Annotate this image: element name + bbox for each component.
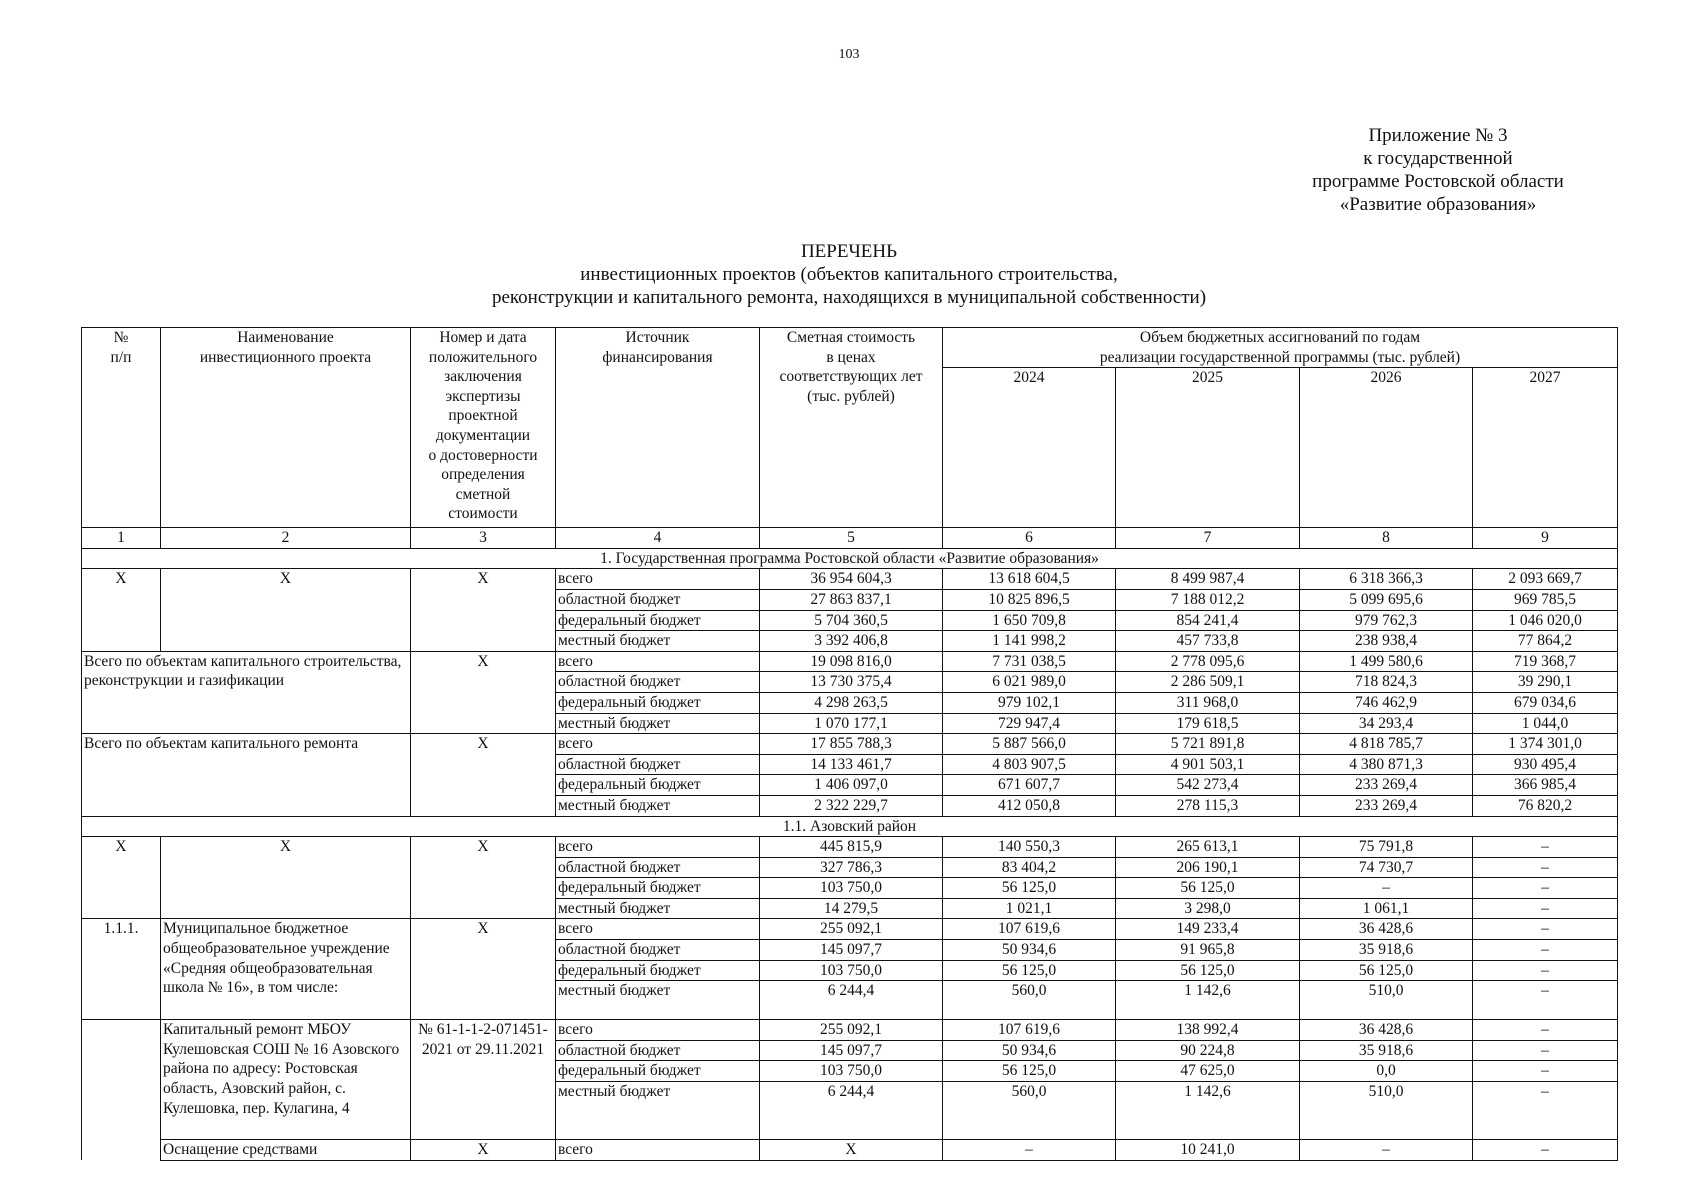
value-cell: 1 650 709,8 (943, 610, 1116, 631)
section-heading-azov: 1.1. Азовский район (82, 816, 1618, 837)
value-cell: – (1473, 981, 1618, 1020)
header-year-2026: 2026 (1300, 368, 1473, 528)
source-total: всего (556, 919, 760, 940)
project-name-repair-kuleshovka: Капитальный ремонт МБОУ Кулешовская СОШ № 16 Азовского района по адресу: Ростовская область, Азовский район, с. Кулешовка, пер. Кулагина, 4 (161, 1020, 411, 1140)
value-cell: 35 918,6 (1300, 1040, 1473, 1061)
value-cell: 83 404,2 (943, 857, 1116, 878)
value-cell: 1 406 097,0 (760, 775, 943, 796)
value-cell: 255 092,1 (760, 1020, 943, 1041)
value-cell: 35 918,6 (1300, 940, 1473, 961)
value-cell: 107 619,6 (943, 1020, 1116, 1041)
value-cell: 7 188 012,2 (1116, 589, 1300, 610)
empty-number-cell (82, 1020, 161, 1160)
document-title (0, 240, 1698, 309)
value-cell: – (1473, 1082, 1618, 1140)
x-mark: Х (411, 837, 556, 919)
value-cell: 13 730 375,4 (760, 672, 943, 693)
value-cell: 5 721 891,8 (1116, 734, 1300, 755)
value-cell: 3 298,0 (1116, 898, 1300, 919)
value-cell: 103 750,0 (760, 1061, 943, 1082)
source-total: всего (556, 569, 760, 590)
value-cell: 311 968,0 (1116, 692, 1300, 713)
column-index: 1 (82, 528, 161, 549)
value-cell: 327 786,3 (760, 857, 943, 878)
title-heading: ПЕРЕЧЕНЬ (800, 241, 898, 262)
value-cell: 5 887 566,0 (943, 734, 1116, 755)
investment-projects-table (81, 327, 1618, 1161)
value-cell: 4 298 263,5 (760, 692, 943, 713)
value-cell: 7 731 038,5 (943, 651, 1116, 672)
value-cell: 2 322 229,7 (760, 795, 943, 816)
value-cell: 1 142,6 (1116, 981, 1300, 1020)
title-subtitle-line: реконструкции и капитального ремонта, находящихся в муниципальной собственности) (491, 287, 1207, 308)
value-cell: 1 374 301,0 (1473, 734, 1618, 755)
value-cell: 560,0 (943, 981, 1116, 1020)
value-cell: 746 462,9 (1300, 692, 1473, 713)
value-cell: Х (760, 1140, 943, 1161)
page-number: 103 (838, 47, 860, 62)
header-year-2024: 2024 (943, 368, 1116, 528)
table-row (82, 569, 1618, 590)
appendix-line: «Развитие образования» (1339, 194, 1537, 215)
value-cell: 56 125,0 (1116, 878, 1300, 899)
value-cell: – (1473, 960, 1618, 981)
value-cell: 36 954 604,3 (760, 569, 943, 590)
value-cell: 238 938,4 (1300, 631, 1473, 652)
value-cell: 56 125,0 (943, 1061, 1116, 1082)
value-cell: 6 244,4 (760, 1082, 943, 1140)
source-federal: федеральный бюджет (556, 878, 760, 899)
header-expertise-conclusion: Номер и дата положительного заключения экспертизы проектной документации о достоверности определения сметной стоимости (411, 328, 556, 528)
value-cell: 854 241,4 (1116, 610, 1300, 631)
source-total: всего (556, 1020, 760, 1041)
source-local: местный бюджет (556, 981, 760, 1020)
value-cell: 10 825 896,5 (943, 589, 1116, 610)
value-cell: 1 499 580,6 (1300, 651, 1473, 672)
value-cell: – (1473, 919, 1618, 940)
value-cell: 179 618,5 (1116, 713, 1300, 734)
value-cell: – (1473, 898, 1618, 919)
value-cell: 10 241,0 (1116, 1140, 1300, 1161)
section-row (82, 548, 1618, 569)
value-cell: 34 293,4 (1300, 713, 1473, 734)
value-cell: 103 750,0 (760, 878, 943, 899)
value-cell: 50 934,6 (943, 1040, 1116, 1061)
appendix-line: программе Ростовской области (1312, 171, 1564, 192)
source-local: местный бюджет (556, 898, 760, 919)
value-cell: – (1473, 837, 1618, 858)
header-budget-volume: Объем бюджетных ассигнований по годам реализации государственной программы (тыс. рублей) (943, 328, 1618, 368)
value-cell: 278 115,3 (1116, 795, 1300, 816)
value-cell: 90 224,8 (1116, 1040, 1300, 1061)
value-cell: 17 855 788,3 (760, 734, 943, 755)
value-cell: – (1473, 878, 1618, 899)
header-project-name: Наименование инвестиционного проекта (161, 328, 411, 528)
value-cell: 560,0 (943, 1082, 1116, 1140)
value-cell: 718 824,3 (1300, 672, 1473, 693)
column-index: 3 (411, 528, 556, 549)
column-index: 5 (760, 528, 943, 549)
section-row (82, 816, 1618, 837)
source-local: местный бюджет (556, 795, 760, 816)
value-cell: 5 099 695,6 (1300, 589, 1473, 610)
source-federal: федеральный бюджет (556, 610, 760, 631)
value-cell: 0,0 (1300, 1061, 1473, 1082)
table-row (82, 651, 1618, 672)
value-cell: 140 550,3 (943, 837, 1116, 858)
source-local: местный бюджет (556, 713, 760, 734)
x-mark: Х (411, 919, 556, 1020)
value-cell: 1 142,6 (1116, 1082, 1300, 1140)
value-cell: 56 125,0 (1116, 960, 1300, 981)
value-cell: 1 044,0 (1473, 713, 1618, 734)
value-cell: 4 818 785,7 (1300, 734, 1473, 755)
value-cell: 4 380 871,3 (1300, 754, 1473, 775)
value-cell: 138 992,4 (1116, 1020, 1300, 1041)
value-cell: 76 820,2 (1473, 795, 1618, 816)
value-cell: 149 233,4 (1116, 919, 1300, 940)
table-row (82, 837, 1618, 858)
value-cell: 47 625,0 (1116, 1061, 1300, 1082)
value-cell: 542 273,4 (1116, 775, 1300, 796)
value-cell: – (1473, 1061, 1618, 1082)
source-regional: областной бюджет (556, 589, 760, 610)
value-cell: 36 428,6 (1300, 919, 1473, 940)
x-mark: Х (161, 569, 411, 651)
value-cell: 6 244,4 (760, 981, 943, 1020)
value-cell: 56 125,0 (943, 960, 1116, 981)
column-index: 8 (1300, 528, 1473, 549)
value-cell: 6 021 989,0 (943, 672, 1116, 693)
table-row (82, 1140, 1618, 1161)
source-local: местный бюджет (556, 631, 760, 652)
source-local: местный бюджет (556, 1082, 760, 1140)
value-cell: 2 778 095,6 (1116, 651, 1300, 672)
source-regional: областной бюджет (556, 754, 760, 775)
source-total: всего (556, 651, 760, 672)
value-cell: 145 097,7 (760, 1040, 943, 1061)
value-cell: 4 803 907,5 (943, 754, 1116, 775)
x-mark: Х (411, 569, 556, 651)
table-row (82, 919, 1618, 940)
value-cell: 445 815,9 (760, 837, 943, 858)
value-cell: 979 762,3 (1300, 610, 1473, 631)
value-cell: 14 279,5 (760, 898, 943, 919)
value-cell: – (1473, 1140, 1618, 1161)
value-cell: 3 392 406,8 (760, 631, 943, 652)
source-regional: областной бюджет (556, 1040, 760, 1061)
value-cell: 206 190,1 (1116, 857, 1300, 878)
value-cell: 1 061,1 (1300, 898, 1473, 919)
value-cell: 75 791,8 (1300, 837, 1473, 858)
header-estimated-cost: Сметная стоимость в ценах соответствующих лет (тыс. рублей) (760, 328, 943, 528)
value-cell: 366 985,4 (1473, 775, 1618, 796)
source-regional: областной бюджет (556, 940, 760, 961)
source-federal: федеральный бюджет (556, 1061, 760, 1082)
value-cell: 1 070 177,1 (760, 713, 943, 734)
source-regional: областной бюджет (556, 857, 760, 878)
value-cell: 1 021,1 (943, 898, 1116, 919)
table-row (82, 734, 1618, 755)
value-cell: – (1300, 878, 1473, 899)
project-name-school16: Муниципальное бюджетное общеобразовательное учреждение «Средняя общеобразовательная школа № 16», в том числе: (161, 919, 411, 1020)
value-cell: 6 318 366,3 (1300, 569, 1473, 590)
source-total: всего (556, 1140, 760, 1161)
value-cell: 56 125,0 (943, 878, 1116, 899)
section-heading-program: 1. Государственная программа Ростовской области «Развитие образования» (82, 548, 1618, 569)
source-total: всего (556, 837, 760, 858)
value-cell: – (943, 1140, 1116, 1161)
value-cell: 233 269,4 (1300, 775, 1473, 796)
column-index: 2 (161, 528, 411, 549)
column-index: 4 (556, 528, 760, 549)
header-year-2025: 2025 (1116, 368, 1300, 528)
value-cell: 13 618 604,5 (943, 569, 1116, 590)
value-cell: 8 499 987,4 (1116, 569, 1300, 590)
value-cell: 265 613,1 (1116, 837, 1300, 858)
value-cell: 1 141 998,2 (943, 631, 1116, 652)
value-cell: 50 934,6 (943, 940, 1116, 961)
value-cell: 4 901 503,1 (1116, 754, 1300, 775)
column-index: 6 (943, 528, 1116, 549)
value-cell: 979 102,1 (943, 692, 1116, 713)
value-cell: 107 619,6 (943, 919, 1116, 940)
column-index: 7 (1116, 528, 1300, 549)
value-cell: – (1473, 1040, 1618, 1061)
value-cell: 14 133 461,7 (760, 754, 943, 775)
value-cell: 36 428,6 (1300, 1020, 1473, 1041)
x-mark: Х (411, 1140, 556, 1161)
value-cell: 27 863 837,1 (760, 589, 943, 610)
header-number: № п/п (82, 328, 161, 528)
value-cell: – (1473, 857, 1618, 878)
value-cell: 930 495,4 (1473, 754, 1618, 775)
construction-total-label: Всего по объектам капитального строительства, реконструкции и газификации (82, 651, 411, 733)
x-mark: Х (161, 837, 411, 919)
value-cell: 39 290,1 (1473, 672, 1618, 693)
expertise-conclusion: № 61-1-1-2-071451-2021 от 29.11.2021 (411, 1020, 556, 1140)
source-federal: федеральный бюджет (556, 960, 760, 981)
value-cell: 510,0 (1300, 1082, 1473, 1140)
x-mark: Х (82, 569, 161, 651)
appendix-line: к государственной (1363, 148, 1513, 169)
value-cell: 1 046 020,0 (1473, 610, 1618, 631)
column-index-row (82, 528, 1618, 549)
project-name-equipment: Оснащение средствами (161, 1140, 411, 1161)
value-cell: 19 098 816,0 (760, 651, 943, 672)
appendix-line: Приложение № 3 (1368, 125, 1508, 146)
value-cell: 255 092,1 (760, 919, 943, 940)
value-cell: – (1473, 1020, 1618, 1041)
value-cell: 103 750,0 (760, 960, 943, 981)
appendix-note (1280, 124, 1596, 216)
x-mark: Х (411, 651, 556, 733)
repair-total-label: Всего по объектам капитального ремонта (82, 734, 411, 816)
value-cell: 671 607,7 (943, 775, 1116, 796)
project-number: 1.1.1. (82, 919, 161, 1020)
value-cell: 145 097,7 (760, 940, 943, 961)
value-cell: 719 368,7 (1473, 651, 1618, 672)
value-cell: 729 947,4 (943, 713, 1116, 734)
value-cell: 457 733,8 (1116, 631, 1300, 652)
source-federal: федеральный бюджет (556, 775, 760, 796)
value-cell: 2 286 509,1 (1116, 672, 1300, 693)
header-year-2027: 2027 (1473, 368, 1618, 528)
table-row (82, 1020, 1618, 1041)
value-cell: 5 704 360,5 (760, 610, 943, 631)
value-cell: 412 050,8 (943, 795, 1116, 816)
value-cell: 77 864,2 (1473, 631, 1618, 652)
value-cell: 74 730,7 (1300, 857, 1473, 878)
x-mark: Х (411, 734, 556, 816)
value-cell: 969 785,5 (1473, 589, 1618, 610)
source-federal: федеральный бюджет (556, 692, 760, 713)
column-index: 9 (1473, 528, 1618, 549)
value-cell: 91 965,8 (1116, 940, 1300, 961)
value-cell: – (1300, 1140, 1473, 1161)
source-regional: областной бюджет (556, 672, 760, 693)
x-mark: Х (82, 837, 161, 919)
value-cell: 56 125,0 (1300, 960, 1473, 981)
title-subtitle-line: инвестиционных проектов (объектов капитального строительства, (580, 264, 1118, 285)
header-funding-source: Источник финансирования (556, 328, 760, 528)
source-total: всего (556, 734, 760, 755)
value-cell: 679 034,6 (1473, 692, 1618, 713)
value-cell: 233 269,4 (1300, 795, 1473, 816)
value-cell: 2 093 669,7 (1473, 569, 1618, 590)
value-cell: – (1473, 940, 1618, 961)
value-cell: 510,0 (1300, 981, 1473, 1020)
